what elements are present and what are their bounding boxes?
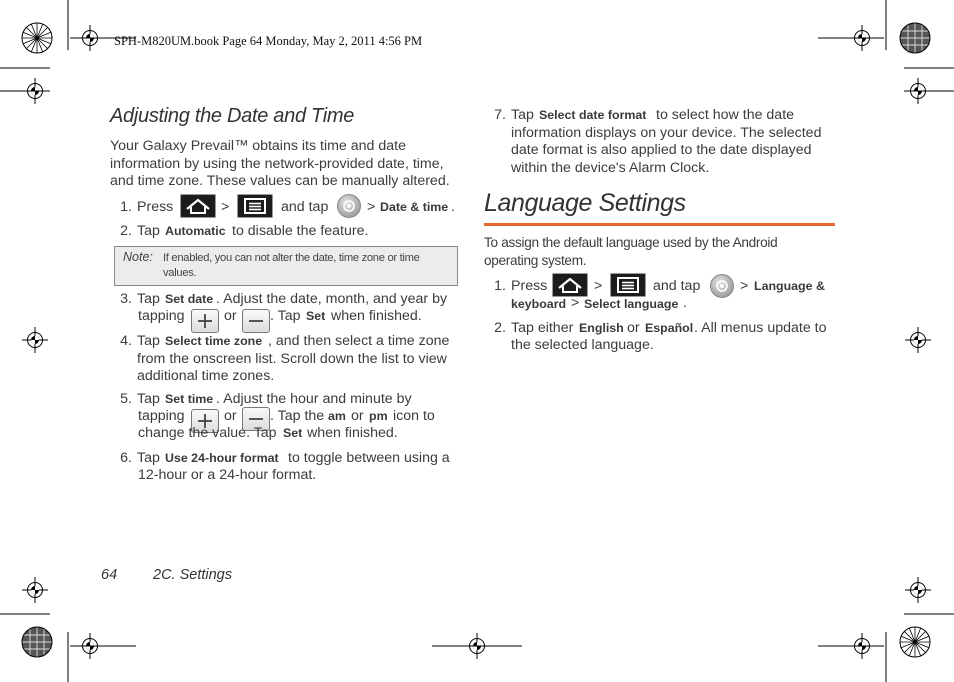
step-text: > (221, 199, 230, 215)
step-text: or (351, 408, 364, 424)
settings-gear-icon (710, 274, 734, 298)
step-text: . Adjust the hour and minute by (216, 391, 412, 407)
section-name: 2C. Settings (153, 567, 232, 583)
menu-key-icon (610, 273, 646, 297)
ui-label: Date & time (380, 200, 449, 214)
home-key-icon (552, 273, 588, 297)
step-text: > (367, 199, 376, 215)
step-text: and tap (281, 199, 329, 215)
step-number: 6. (120, 450, 132, 466)
registration-target-icon (900, 627, 930, 657)
step-text: when finished. (307, 425, 398, 441)
step-text: Press (137, 199, 174, 215)
step-text: > (594, 278, 603, 294)
ui-label: Set time (165, 392, 214, 406)
step-text: Tap (137, 450, 160, 466)
step-text: to select how the date information displays on your device. The selected date format is also applied to the date displayed within the device's Alarm Clock. (511, 107, 822, 176)
step-number: 2. (494, 320, 506, 336)
step-text: change the value. Tap (138, 425, 277, 441)
step-number: 3. (120, 291, 132, 307)
step-text: Tap either (511, 320, 574, 336)
crop-mark-icon (22, 327, 48, 353)
ui-label: Select time zone (165, 334, 263, 348)
home-key-icon (180, 194, 216, 218)
ui-label: Set (306, 309, 326, 323)
intro-paragraph: To assign the default language used by the Android operating system. (484, 235, 778, 268)
registration-target-icon (22, 627, 52, 657)
ui-label: Automatic (165, 224, 226, 238)
step-number: 1. (120, 199, 132, 215)
intro-paragraph: Your Galaxy Prevail™ obtains its time and date information by using the network-provided date, time, and time zone. These values can be manually altered. (110, 138, 450, 189)
ui-label: Language & (754, 279, 825, 293)
note-text: If enabled, you can not alter the date, time zone or time values. (163, 252, 420, 279)
step-text: Press (511, 278, 548, 294)
step-text: . All menus update to (694, 320, 827, 336)
note-label: Note: (123, 250, 153, 264)
step-text: > (571, 295, 580, 311)
step-text: or (224, 408, 237, 424)
settings-gear-icon (337, 194, 361, 218)
step-text: or (627, 320, 640, 336)
step-text: Tap (137, 291, 160, 307)
step-text: Tap (137, 333, 160, 349)
step-text: . (451, 199, 455, 215)
step-text: . Adjust the date, month, and year by (216, 291, 448, 307)
ui-label: keyboard (511, 297, 567, 311)
step-number: 2. (120, 223, 132, 239)
step-text: to disable the feature. (232, 223, 369, 239)
print-header: SPH-M820UM.book Page 64 Monday, May 2, 2011 4:56 PM (114, 34, 423, 48)
crop-mark-icon (905, 327, 931, 353)
registration-target-icon (22, 23, 52, 53)
ui-label: Set date (165, 292, 214, 306)
step-text: the selected language. (511, 337, 654, 353)
ui-label: Set (283, 426, 303, 440)
ui-label: Select language (584, 297, 679, 311)
step-text: tapping (138, 408, 185, 424)
ui-label: Español (645, 321, 694, 335)
crop-mark-icon (905, 577, 931, 603)
step-text: . (683, 295, 687, 311)
section-heading: Language Settings (484, 189, 686, 217)
ui-label: am (328, 409, 346, 423)
step-text: > (740, 278, 749, 294)
page-number: 64 (101, 567, 118, 583)
section-heading: Adjusting the Date and Time (110, 105, 355, 127)
ui-label: Select date format (539, 108, 647, 122)
ui-label: English (579, 321, 624, 335)
note-box (114, 246, 458, 286)
step-text: when finished. (331, 308, 422, 324)
crop-mark-icon (22, 577, 48, 603)
step-number: 1. (494, 278, 506, 294)
minus-icon (242, 309, 270, 333)
registration-target-icon (900, 23, 930, 53)
ui-label: pm (369, 409, 388, 423)
step-text: . Tap (270, 308, 301, 324)
step-text: tapping (138, 308, 185, 324)
step-text: . Tap the (270, 408, 325, 424)
step-text: 12-hour or a 24-hour format. (138, 467, 317, 483)
ui-label: Use 24-hour format (165, 451, 279, 465)
step-number: 4. (120, 333, 132, 349)
step-text: Tap (511, 107, 534, 123)
step-text: Tap (137, 391, 160, 407)
menu-key-icon (237, 194, 273, 218)
step-text: icon to (393, 408, 435, 424)
plus-icon (191, 309, 219, 333)
step-number: 5. (120, 391, 132, 407)
step-text: , and then select a time zone from the onscreen list. Scroll down the list to view additional time zones. (137, 333, 450, 384)
step-number: 7. (494, 107, 506, 123)
step-text: to toggle between using a (288, 450, 450, 466)
step-text: or (224, 308, 237, 324)
heading-rule (484, 223, 835, 226)
step-text: Tap (137, 223, 160, 239)
step-text: and tap (653, 278, 701, 294)
